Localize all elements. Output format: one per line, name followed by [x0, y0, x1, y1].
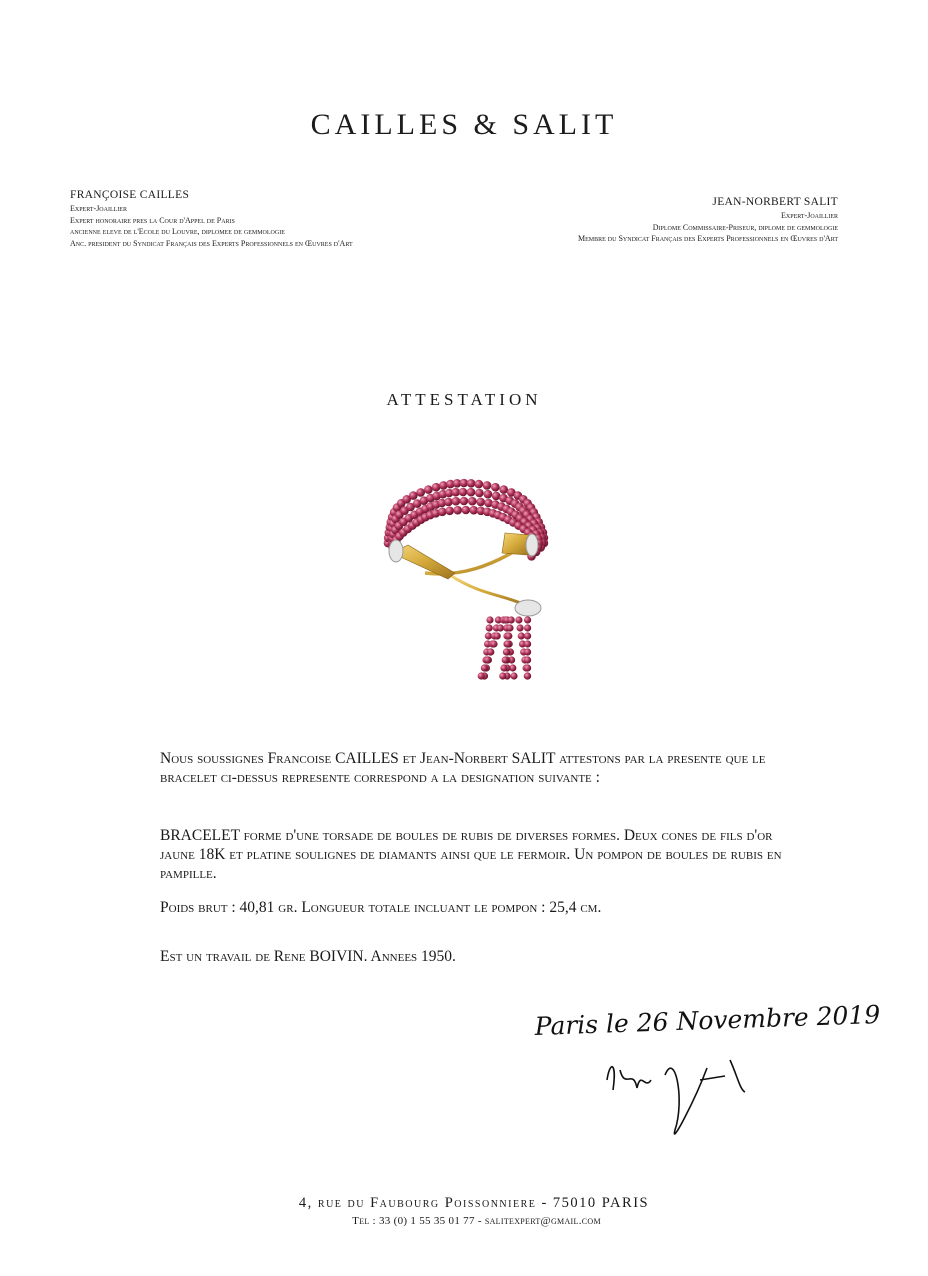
left-expert-line: Anc. president du Syndicat Français des Experts Professionnels en Œuvres d'Art [70, 238, 353, 248]
ruby-bead [484, 656, 491, 663]
diamond-ring-tassel [515, 600, 541, 616]
ruby-bead [475, 489, 484, 498]
ruby-bead [432, 483, 441, 492]
right-expert-block [418, 196, 838, 245]
left-expert-name: FRANÇOISE CAILLES [70, 189, 190, 201]
ruby-bead [492, 492, 501, 501]
ruby-bead [518, 632, 525, 639]
ruby-bead [483, 481, 492, 490]
ruby-bead [452, 497, 461, 506]
firm-name: CAILLES & SALIT [310, 108, 618, 141]
handwritten-signature [525, 980, 881, 1155]
ruby-bead [508, 616, 515, 623]
signature-scrawl [607, 1060, 745, 1134]
ruby-tassel [478, 616, 532, 679]
ruby-bead [491, 483, 500, 492]
ruby-bead [506, 624, 513, 631]
ruby-bead [424, 485, 433, 494]
ruby-bead [409, 491, 418, 500]
ruby-bead [490, 640, 497, 647]
ruby-bead [468, 497, 477, 506]
ruby-bead [486, 616, 493, 623]
document-heading: ATTESTATION [386, 390, 542, 409]
ruby-bead [484, 490, 493, 499]
ruby-bead [524, 640, 531, 647]
left-expert-line: Expert-Joaillier [70, 204, 127, 213]
ruby-bead [462, 506, 471, 515]
ruby-bead [481, 664, 488, 671]
ruby-bead [475, 480, 484, 489]
ruby-bead [460, 497, 469, 506]
ruby-bead [497, 624, 504, 631]
paragraph-weight: Poids brut : 40,81 gr. Longueur totale incluant le pompon : 25,4 cm. [160, 899, 602, 916]
ruby-bead [524, 664, 531, 671]
ruby-bead [459, 488, 468, 497]
ruby-bead [524, 632, 531, 639]
left-expert-line: Expert honoraire pres la Cour d'Appel de Paris [70, 215, 235, 225]
ruby-bead [499, 485, 508, 494]
ruby-bead [478, 672, 485, 679]
ruby-bead [510, 672, 517, 679]
right-expert-name: JEAN-NORBERT SALIT [712, 196, 838, 208]
left-expert-block [70, 189, 470, 249]
ruby-bead [515, 616, 522, 623]
ruby-bead [503, 648, 510, 655]
gold-chain-drop [450, 575, 525, 605]
left-expert-line: ancienne eleve de l'Ecole du Louvre, diplomee de gemmologie [70, 227, 285, 236]
ruby-bead [524, 672, 531, 679]
ruby-bead [524, 648, 531, 655]
ruby-bead [467, 479, 476, 488]
ruby-bead [505, 632, 512, 639]
ruby-bead [487, 648, 494, 655]
ruby-bead [499, 672, 506, 679]
ruby-bead [502, 656, 509, 663]
ruby-bead [517, 624, 524, 631]
ruby-bead [416, 488, 425, 497]
right-expert-line: Expert-Joaillier [781, 211, 838, 220]
diamond-ring-left [389, 540, 403, 562]
right-expert-line: Diplome Commissaire-Priseur, diplome de gemmologie [652, 222, 838, 232]
ruby-bead [486, 624, 493, 631]
ruby-bead [494, 632, 501, 639]
ruby-bead [476, 498, 485, 507]
paragraph-attribution: Est un travail de Rene BOIVIN. Annees 1950. [160, 948, 456, 965]
signature-date: Paris le 26 Novembre 2019 [534, 999, 881, 1041]
ruby-bead [524, 624, 531, 631]
ruby-bead [500, 664, 507, 671]
paragraph-description: BRACELET forme d'une torsade de boules de rubis de diverses formes. Deux cones de fils d'or jaune 18K et platine soulignes de diamants ainsi que le fermoir. Un pompon de boules de rubis en pampille. [160, 827, 782, 882]
attestation-body [160, 749, 800, 966]
ruby-bead [524, 616, 531, 623]
ruby-bead [445, 507, 454, 516]
ruby-bead [438, 508, 447, 517]
footer-address: 4, rue du Faubourg Poissonniere - 75010 PARIS [298, 1195, 650, 1211]
footer-contact: Tel : 33 (0) 1 55 35 01 77 - salitexpert@gmail.com [352, 1215, 601, 1227]
bracelet-photo [330, 455, 580, 695]
diamond-ring-right [526, 534, 538, 556]
paragraph-declaration: Nous soussignes Francoise CAILLES et Jean-Norbert SALIT attestons par la presente que le bracelet ci-dessus represente correspond a la designation suivante : [160, 750, 766, 786]
ruby-bead [453, 506, 462, 515]
ruby-bead [444, 498, 453, 507]
ruby-bead [524, 656, 531, 663]
ruby-bead [467, 488, 476, 497]
ruby-bead [504, 640, 511, 647]
right-expert-line: Membre du Syndicat Français des Experts Professionnels en Œuvres d'Art [578, 234, 838, 243]
